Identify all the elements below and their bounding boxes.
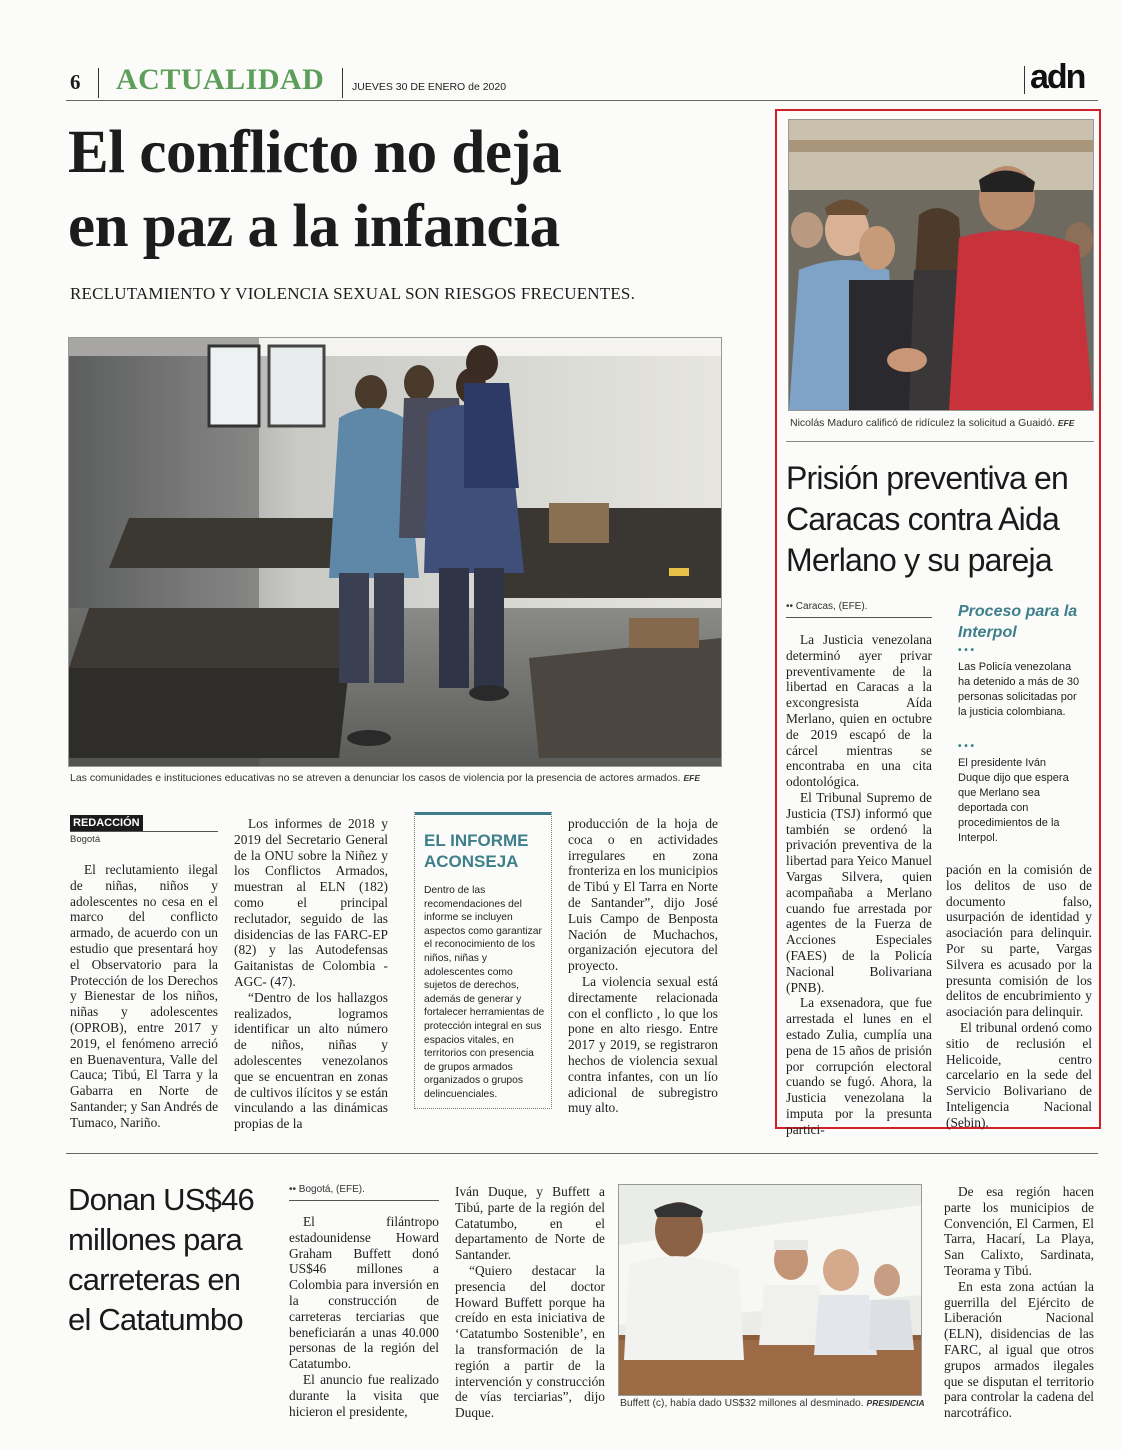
buffett-photo-caption [620,1398,925,1409]
logo-divider [1024,66,1025,94]
classroom-photo-caption [70,772,700,784]
paragraph: El tribunal ordenó como sitio de reclusión el Helicoide, centro carcelario en la sede del Servicio Bolivariano de Inteligencia Nacional (Sebin). [946,1019,1092,1130]
bottom-article-col2 [455,1184,605,1421]
paragraph: La Justicia venezolana determinó ayer privar preventivamente de la libertad en Caracas a la excongresista Aída Merlano, quien en octubre de 2019 escapó de la cárcel mientras se encontraba en una cita odontológica. [786,632,932,790]
dateline-text: Bogotá, (EFE). [298,1184,365,1195]
byline-location: Bogotá [70,834,101,845]
paragraph: Iván Duque, y Buffett a Tibú, parte de la región del Catatumbo, en el departamento de Norte de Santander. [455,1184,605,1263]
maduro-photo-illustration [789,120,1093,410]
paragraph: De esa región hacen parte los municipios de Convención, El Carmen, El Tarra, Hacarí, La Playa, San Calixto, Sardinata, Teorama y Tibú. [944,1184,1094,1278]
dateline-rule [786,617,932,618]
bottom-article-rule [66,1153,1098,1154]
paragraph: En esta zona actúan la guerrilla del Ejército de Liberación Nacional (ELN), disidencias de las FARC, al igual que otros grupos armados ilegales que se disputan el territorio para controlar la cadena del narcotráfico. [944,1278,1094,1421]
caption-text: Buffett (c), había dado US$32 millones al desminado. [620,1398,864,1409]
main-article-col2 [234,816,388,1132]
interpol-item-2: El presidente Iván Duque dijo que espera que Merlano sea deportada con procedimientos de la Interpol. [958,757,1069,844]
sidebar-dots-2: • • • [958,741,975,752]
paragraph: El anuncio fue realizado durante la visita que hicieron el presidente, [289,1371,439,1419]
right-article-col1 [786,632,932,1138]
paragraph: La violencia sexual está directamente relacionada con el conflicto , lo que los pone en alto riesgo. Entre 2017 y 2019, se registraron hechos de violencia sexual contra infantes, con un lío adicional de subregistro muy alto. [568,973,718,1116]
byline-rule [70,831,218,832]
right-article-headline: Prisión preventiva en Caracas contra Aida Merlano y su pareja [786,460,1069,578]
caption-text: Las comunidades e instituciones educativas no se atreven a denunciar los casos de violencia por la presencia de actores armados. [70,772,681,784]
bottom-article-col3 [944,1184,1094,1421]
maduro-photo-caption [790,417,1074,429]
paragraph: El Tribunal Supremo de Justicia (TSJ) informó que también se ordenó la privación preventiva de la libertad para Yeico Manuel Vargas Silvera, quien acompañaba a Merlano cuando fue arrestada por agentes de la Fuerza de Acciones Especiales (FAES) de la Policía Nacional Bolivariana (PNB). [786,789,932,995]
right-article-col2 [946,862,1092,1131]
paragraph: producción de la hoja de coca o en actividades irregulares en zona fronteriza en los municipios de Tibú y El Tarra en Norte de Santander”, dijo José Luis Campo de Benposta Nación de Muchachos, organización ejecutora del proyecto. [568,816,718,974]
informe-sidebar-title: EL INFORME ACONSEJA [424,831,529,871]
bottom-dateline-rule [289,1200,439,1201]
adn-logo: adn [1030,58,1085,96]
header-rule [66,100,1098,101]
main-subhead: RECLUTAMIENTO Y VIOLENCIA SEXUAL SON RIESGOS FRECUENTES. [70,284,636,303]
bottom-article-col1 [289,1214,439,1419]
paragraph: El filántropo estadounidense Howard Graham Buffett donó US$46 millones a Colombia para inversión en la construcción de carreteras terciarias que beneficiarán a unas 40.000 personas de la región del Catatumbo. [289,1214,439,1372]
paragraph: “Dentro de los hallazgos realizados, logramos identificar un alto número de niños, niñas y adolescentes venezolanos que se encuentran en zonas de cultivos ilícitos y se están vinculando a las dinámicas propias de la [234,989,388,1132]
paragraph: “Quiero destacar la presencia del doctor Howard Buffett porque ha creído en esta iniciativa de ‘Catatumbo Sostenible’, en la transformación de la región a partir de la intervención y construcción de vías terciarias”, dijo Duque. [455,1262,605,1421]
maduro-photo [788,119,1094,411]
main-headline-line2: en paz a la infancia [68,193,560,260]
paragraph: pación en la comisión de los delitos de uso de documento falso, usurpación de identidad y asociación para delinquir. Por su parte, Vargas Silvera es acusado por la presunta comisión de los delitos de encubrimiento y asociación para delinquir. [946,862,1092,1020]
buffett-photo-illustration [619,1185,921,1395]
paragraph: El reclutamiento ilegal de niñas, niños y adolescentes no cesa en el marco del conflicto armado, de acuerdo con un estudio que presentará hoy el Observatorio para la Protección de los Derechos y Bienestar de los niños, niñas y adolescentes (OPROB), entre 2017 y 2019, el fenómeno arreció en Buenaventura, Valle del Cauca; Tibú, El Tarra y la Gabarra en Norte de Santander; y San Andrés de Tumaco, Nariño. [70,862,219,1130]
header-divider-2 [342,68,343,98]
classroom-photo-illustration [69,338,721,766]
classroom-photo [68,337,722,767]
caption-credit: EFE [1057,418,1075,428]
issue-date: JUEVES 30 DE ENERO de 2020 [352,81,507,93]
main-article-col1 [70,862,218,1131]
bottom-article-dateline: •• Bogotá, (EFE). [289,1184,365,1195]
paragraph: La exsenadora, que fue arrestada el lunes en el estado Zulia, cumplía una pena de 15 años de prisión por corrupción electoral cuando se fugó. Ahora, la Justicia venezolana la imputa por la presunta partici- [786,995,932,1137]
buffett-photo [618,1184,922,1396]
caption-credit: EFE [683,773,700,783]
interpol-sidebar-title: Proceso para la Interpol [958,603,1078,641]
byline-badge: REDACCIÓN [70,815,143,832]
caption-text: Nicolás Maduro calificó de ridículez la solicitud a Guaidó. [790,417,1055,429]
page-number: 6 [70,70,81,94]
bottom-article-headline: Donan US$46 millones para carreteras en el Catatumbo [68,1182,254,1337]
sidebar-top-rule [415,812,551,815]
interpol-item-1: Las Policía venezolana ha detenido a más de 30 personas solicitadas por la justicia colombiana. [958,661,1080,718]
header-divider [98,68,99,98]
paragraph: Los informes de 2018 y 2019 del Secretario General de la ONU sobre la Niñez y los Conflictos Armados, muestran al ELN (182) como el principal reclutador, seguido de las disidencias de las FARC-EP (82) y las Autodefensas Gaitanistas de Colombia -AGC- (47). [234,816,388,989]
section-label: ACTUALIDAD [116,63,325,96]
right-article-dateline: •• Caracas, (EFE). [786,601,868,612]
main-headline-line1: El conflicto no deja [68,119,562,186]
caption-credit: PRESIDENCIA [866,1398,925,1408]
informe-sidebar-text: Dentro de las recomendaciones del informe se incluyen aspectos como garantizar el reconocimiento de los niños, niñas y adolescentes como sujetos de derechos, además de generar y fortalecer herramientas de protección integral en sus espacios vitales, en territorios con presencia de grupos armados organizados o grupos delincuenciales. [424,885,545,1100]
right-article-rule [786,441,1094,442]
sidebar-dots-1: • • • [958,645,975,656]
main-article-col4 [568,816,718,1116]
dateline-text: Caracas, (EFE). [795,601,868,612]
